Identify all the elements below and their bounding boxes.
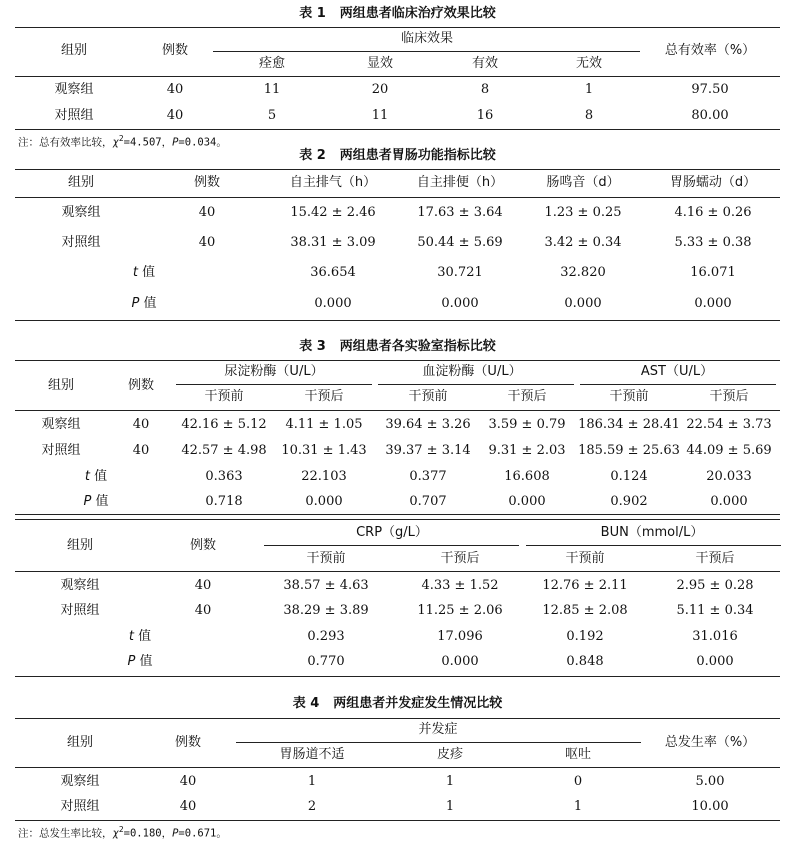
table3b-t-v1: 0.293	[307, 629, 345, 644]
table2-header-cases: 例数	[193, 175, 221, 190]
table1-header-effective: 有效	[471, 56, 499, 71]
table3a-cell-cases: 40	[132, 443, 150, 458]
table3b-t-symbol: t	[128, 629, 134, 644]
table2-cell-c2: 50.44 ± 5.69	[417, 235, 503, 250]
table3b-cell-cases: 40	[194, 578, 212, 593]
table1-cell-marked: 20	[371, 82, 389, 97]
table2-header-group: 组别	[67, 175, 95, 190]
table3b-cell-v2: 11.25 ± 2.06	[417, 603, 503, 618]
table2-cell-c1: 15.42 ± 2.46	[290, 205, 376, 220]
table3a-cell-v2: 10.31 ± 1.43	[281, 443, 367, 458]
table3b-header-after: 干预后	[695, 551, 735, 566]
table3b-p-symbol: P	[127, 654, 136, 669]
table3a-header-g1: 尿淀粉酶（U/L）	[224, 364, 324, 379]
table3a-header-after: 干预后	[507, 389, 547, 404]
table3a-cell-v1: 42.57 ± 4.98	[181, 443, 267, 458]
table3b-header-group: 组别	[66, 538, 94, 553]
table1-note-p: P	[172, 136, 179, 149]
table3a-g2-rule	[378, 384, 574, 385]
table3a-bottom-rule	[15, 514, 780, 515]
table4-header-c2: 皮疹	[436, 747, 464, 762]
table3b-cell-v1: 38.57 ± 4.63	[283, 578, 369, 593]
table4-header-rule	[15, 767, 780, 768]
table3a-t-v1: 0.363	[205, 469, 243, 484]
table4-cell-c1: 1	[307, 774, 317, 789]
table4-cell-c2: 1	[445, 799, 455, 814]
table3a-header-after: 干预后	[709, 389, 749, 404]
table2-cell-group: 观察组	[61, 205, 101, 220]
table3b-t-v3: 0.192	[566, 629, 604, 644]
table3b-header-before: 干预前	[306, 551, 346, 566]
table1-cell-cured: 5	[267, 108, 277, 123]
table3b-p-label	[128, 654, 153, 670]
table2-t-c2: 30.721	[437, 265, 483, 280]
table2-t-c3: 32.820	[560, 265, 606, 280]
table3b-p-v4: 0.000	[696, 654, 734, 669]
table2-cell-c4: 5.33 ± 0.38	[674, 235, 752, 250]
table3a-t-v6: 20.033	[706, 469, 752, 484]
table2-cell-c4: 4.16 ± 0.26	[674, 205, 752, 220]
table3b-p-word: 值	[135, 654, 153, 669]
table3a-header-rule	[15, 410, 780, 411]
table3b-g2-rule	[526, 545, 781, 546]
table3a-cell-group: 对照组	[41, 443, 81, 458]
table4-header-c1: 胃肠道不适	[279, 747, 345, 762]
table3a-t-v3: 0.377	[409, 469, 447, 484]
table3a-header-after: 干预后	[304, 389, 344, 404]
table3a-cell-v5: 186.34 ± 28.41	[578, 417, 680, 432]
table2-header-rule	[15, 197, 780, 198]
table3a-g3-rule	[580, 384, 776, 385]
table4-cell-c2: 1	[445, 774, 455, 789]
table3a-cell-group: 观察组	[41, 417, 81, 432]
table2-header-c4: 胃肠蠕动（d）	[669, 175, 757, 190]
table3a-cell-v3: 39.37 ± 3.14	[385, 443, 471, 458]
table4-cell-group: 观察组	[60, 774, 100, 789]
table3a-t-symbol: t	[84, 469, 90, 484]
table1-header-total: 总有效率（%）	[664, 43, 756, 58]
table3a-header-g2: 血淀粉酶（U/L）	[422, 364, 522, 379]
table1-cell-marked: 11	[371, 108, 389, 123]
table1-cell-ineffective: 8	[584, 108, 594, 123]
table2-header-c1: 自主排气（h）	[289, 175, 377, 190]
table4-title-text: 两组患者并发症发生情况比较	[333, 696, 503, 711]
table1-top-rule	[15, 27, 780, 28]
table2-t-c1: 36.654	[310, 265, 356, 280]
table3a-p-label	[84, 494, 109, 510]
table3b-cell-v3: 12.85 ± 2.08	[542, 603, 628, 618]
table3-title-text: 两组患者各实验室指标比较	[339, 339, 496, 354]
table1-number: 表 1	[299, 6, 326, 21]
table3a-cell-v6: 22.54 ± 3.73	[686, 417, 772, 432]
table2-cell-c1: 38.31 ± 3.09	[290, 235, 376, 250]
table2-cell-c3: 1.23 ± 0.25	[544, 205, 622, 220]
table3a-p-v4: 0.000	[508, 494, 546, 509]
table3b-header-cases: 例数	[189, 538, 217, 553]
table3a-header-before: 干预前	[609, 389, 649, 404]
table2-cell-cases: 40	[198, 235, 216, 250]
table2-t-label	[133, 265, 155, 281]
table2-t-word: 值	[137, 265, 156, 280]
table2-p-symbol: P	[131, 296, 140, 311]
table3b-t-word: 值	[133, 629, 152, 644]
table2-p-c3: 0.000	[564, 296, 602, 311]
table3a-p-v2: 0.000	[305, 494, 343, 509]
table1-note	[18, 132, 227, 150]
table1-note-prefix: 注：总有效率比较，	[18, 136, 113, 149]
table2-number: 表 2	[299, 148, 326, 163]
table3b-header-rule	[15, 571, 780, 572]
table3a-cell-v3: 39.64 ± 3.26	[385, 417, 471, 432]
table3a-cell-cases: 40	[132, 417, 150, 432]
table3b-bottom-rule	[15, 676, 780, 677]
table4-cell-cases: 40	[179, 799, 197, 814]
table2-t-symbol: t	[132, 265, 138, 280]
table1-header-rule	[15, 76, 780, 77]
table2-p-label	[132, 296, 157, 312]
table3b-g1-rule	[264, 545, 519, 546]
table3b-t-label	[129, 629, 151, 645]
table4-cell-total: 5.00	[695, 774, 725, 789]
table1-title-text: 两组患者临床治疗效果比较	[339, 6, 496, 21]
table2-cell-c2: 17.63 ± 3.64	[417, 205, 503, 220]
table3b-cell-v4: 2.95 ± 0.28	[676, 578, 754, 593]
table3-number: 表 3	[299, 339, 326, 354]
table4-bottom-rule	[15, 820, 780, 821]
table3b-cell-v4: 5.11 ± 0.34	[676, 603, 754, 618]
table1-cell-effective: 16	[476, 108, 494, 123]
table3b-header-after: 干预后	[440, 551, 480, 566]
table3a-p-v3: 0.707	[409, 494, 447, 509]
table1-title	[0, 6, 795, 22]
table4-header-cases: 例数	[174, 735, 202, 750]
table3a-top-rule	[15, 360, 780, 361]
table2-top-rule	[15, 169, 780, 170]
table4-note-chi-value: =0.180，	[123, 827, 173, 840]
table3b-cell-group: 对照组	[60, 603, 100, 618]
table2-title	[0, 148, 795, 164]
table3b-top-rule	[15, 519, 780, 520]
table1-header-cured: 痊愈	[258, 56, 286, 71]
table3b-cell-v3: 12.76 ± 2.11	[542, 578, 628, 593]
table4-header-group: 组别	[66, 735, 94, 750]
table1-note-chi-sup: 2	[118, 134, 124, 143]
table4-cell-c1: 2	[307, 799, 317, 814]
table3a-t-v2: 22.103	[301, 469, 347, 484]
table1-header-marked: 显效	[366, 56, 394, 71]
table3a-t-label	[85, 469, 107, 485]
table4-note-chi-sup: 2	[118, 825, 124, 834]
table4-note-chi: χ	[112, 827, 119, 840]
table1-cell-group: 对照组	[54, 108, 94, 123]
table1-bottom-rule	[15, 129, 780, 130]
table1-note-chi: χ	[112, 136, 119, 149]
table2-cell-cases: 40	[198, 205, 216, 220]
table4-cell-c3: 1	[573, 799, 583, 814]
table3b-cell-cases: 40	[194, 603, 212, 618]
table4-note-p: P	[172, 827, 179, 840]
table3b-t-v2: 17.096	[437, 629, 483, 644]
table3a-cell-v6: 44.09 ± 5.69	[686, 443, 772, 458]
table2-p-c4: 0.000	[694, 296, 732, 311]
table3a-t-v5: 0.124	[610, 469, 648, 484]
table3a-header-group: 组别	[47, 378, 75, 393]
table4-header-total: 总发生率（%）	[664, 735, 756, 750]
table3-title	[0, 339, 795, 355]
table4-number: 表 4	[292, 696, 320, 711]
table2-p-word: 值	[139, 296, 157, 311]
table3a-header-cases: 例数	[127, 378, 155, 393]
table1-header-ineffective: 无效	[575, 56, 603, 71]
table3a-p-word: 值	[91, 494, 109, 509]
table4-header-c3: 呕吐	[564, 747, 592, 762]
table1-header-cases: 例数	[161, 43, 189, 58]
table3a-cell-v1: 42.16 ± 5.12	[181, 417, 267, 432]
table3b-p-v1: 0.770	[307, 654, 345, 669]
table2-p-c1: 0.000	[314, 296, 352, 311]
table4-cell-cases: 40	[179, 774, 197, 789]
table1-cell-effective: 8	[480, 82, 490, 97]
table1-effect-rule	[213, 51, 640, 52]
table2-title-text: 两组患者胃肠功能指标比较	[339, 148, 496, 163]
table4-header-comp: 并发症	[418, 722, 458, 737]
table3a-header-before: 干预前	[408, 389, 448, 404]
table4-note-p-value: =0.671。	[178, 827, 227, 840]
table3b-t-v4: 31.016	[692, 629, 738, 644]
table4-cell-total: 10.00	[691, 799, 729, 814]
table3a-cell-v5: 185.59 ± 25.63	[578, 443, 680, 458]
table3a-p-v1: 0.718	[205, 494, 243, 509]
table3b-header-before: 干预前	[565, 551, 605, 566]
table3a-header-before: 干预前	[204, 389, 244, 404]
table3a-cell-v2: 4.11 ± 1.05	[285, 417, 363, 432]
table4-note	[18, 823, 227, 841]
table1-header-effect: 临床效果	[400, 31, 454, 46]
table2-t-c4: 16.071	[690, 265, 736, 280]
table3b-p-v3: 0.848	[566, 654, 604, 669]
table2-bottom-rule	[15, 320, 780, 321]
table3a-g1-rule	[176, 384, 372, 385]
table1-cell-cured: 11	[263, 82, 281, 97]
table1-header-group: 组别	[60, 43, 88, 58]
table3a-p-v6: 0.000	[710, 494, 748, 509]
table3b-cell-group: 观察组	[60, 578, 100, 593]
table3a-p-v5: 0.902	[610, 494, 648, 509]
table2-header-c2: 自主排便（h）	[416, 175, 504, 190]
table1-note-chi-value: =4.507，	[123, 136, 173, 149]
table1-cell-group: 观察组	[54, 82, 94, 97]
table1-cell-ineffective: 1	[584, 82, 594, 97]
table2-cell-group: 对照组	[61, 235, 101, 250]
table1-cell-total: 80.00	[691, 108, 729, 123]
table3b-cell-v2: 4.33 ± 1.52	[421, 578, 499, 593]
table1-cell-cases: 40	[166, 108, 184, 123]
table3b-cell-v1: 38.29 ± 3.89	[283, 603, 369, 618]
table3a-p-symbol: P	[83, 494, 92, 509]
table1-cell-total: 97.50	[691, 82, 729, 97]
table3a-t-word: 值	[89, 469, 108, 484]
table1-note-p-value: =0.034。	[178, 136, 227, 149]
table2-header-c3: 肠鸣音（d）	[546, 175, 620, 190]
table4-title	[0, 696, 795, 712]
table1-cell-cases: 40	[166, 82, 184, 97]
table3b-header-g1: CRP（g/L）	[356, 525, 428, 540]
table4-cell-c3: 0	[573, 774, 583, 789]
table3a-t-v4: 16.608	[504, 469, 550, 484]
table4-comp-rule	[236, 742, 641, 743]
table4-note-prefix: 注：总发生率比较，	[18, 827, 113, 840]
table3a-cell-v4: 9.31 ± 2.03	[488, 443, 566, 458]
table4-top-rule	[15, 718, 780, 719]
table2-cell-c3: 3.42 ± 0.34	[544, 235, 622, 250]
table3b-p-v2: 0.000	[441, 654, 479, 669]
table2-p-c2: 0.000	[441, 296, 479, 311]
table3a-header-g3: AST（U/L）	[640, 364, 714, 379]
table3a-cell-v4: 3.59 ± 0.79	[488, 417, 566, 432]
table3b-header-g2: BUN（mmol/L）	[600, 525, 704, 540]
table4-cell-group: 对照组	[60, 799, 100, 814]
